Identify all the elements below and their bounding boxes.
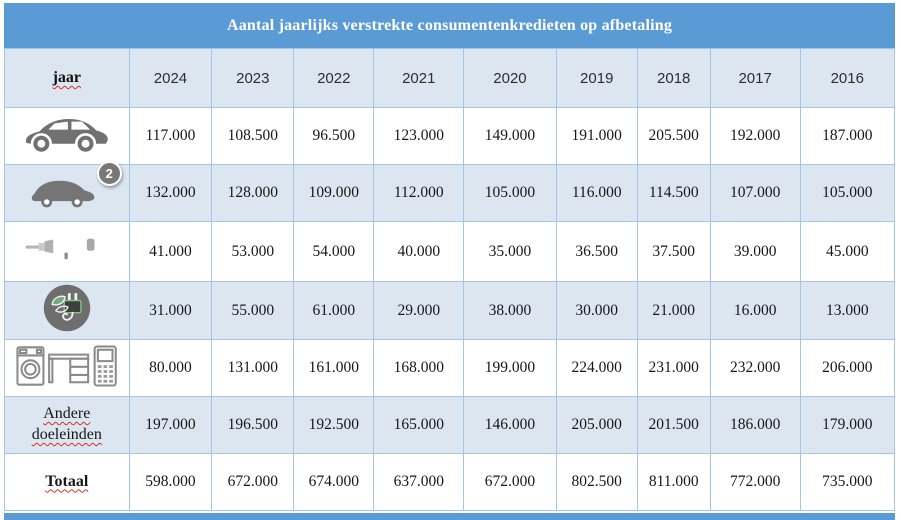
value-cell: 205.500 <box>637 108 710 165</box>
value-cell: 21.000 <box>637 282 710 340</box>
category-icon-wrap <box>24 222 110 276</box>
value-cell: 186.000 <box>710 397 800 454</box>
category-icon-wrap <box>41 282 93 334</box>
value-cell: 16.000 <box>710 282 800 340</box>
category-cell <box>5 340 130 397</box>
value-cell: 53.000 <box>212 222 294 282</box>
value-cell: 231.000 <box>637 340 710 397</box>
row-tweedehands-wagen <box>5 165 895 222</box>
category-label: Totaal <box>45 472 89 490</box>
value-cell: 224.000 <box>556 340 637 397</box>
year-column-header: 2019 <box>556 49 637 108</box>
used-car-icon <box>28 170 106 212</box>
value-cell: 192.000 <box>710 108 800 165</box>
credit-table <box>4 48 895 511</box>
value-cell: 802.500 <box>556 454 637 511</box>
value-cell: 128.000 <box>212 165 294 222</box>
value-cell: 131.000 <box>212 340 294 397</box>
value-cell: 112.000 <box>374 165 464 222</box>
value-cell: 187.000 <box>800 108 894 165</box>
value-cell: 672.000 <box>464 454 557 511</box>
new-car-icon <box>18 111 116 157</box>
value-cell: 35.000 <box>464 222 557 282</box>
year-header-label-cell <box>5 49 130 108</box>
value-cell: 232.000 <box>710 340 800 397</box>
value-cell: 37.500 <box>637 222 710 282</box>
row-huishoudtoestellen-meubelen <box>5 340 895 397</box>
year-column-header: 2017 <box>710 49 800 108</box>
value-cell: 29.000 <box>374 282 464 340</box>
value-cell: 55.000 <box>212 282 294 340</box>
value-cell: 192.500 <box>294 397 374 454</box>
year-column-header: 2023 <box>212 49 294 108</box>
table-title: Aantal jaarlijks verstrekte consumentenkredieten op afbetaling <box>226 16 673 34</box>
category-label: Andere doeleinden <box>31 405 102 443</box>
year-header-row <box>5 49 895 108</box>
value-cell: 105.000 <box>800 165 894 222</box>
value-cell: 179.000 <box>800 397 894 454</box>
value-cell: 117.000 <box>129 108 212 165</box>
value-cell: 30.000 <box>556 282 637 340</box>
row-andere-doeleinden <box>5 397 895 454</box>
value-cell: 201.500 <box>637 397 710 454</box>
value-cell: 206.000 <box>800 340 894 397</box>
value-cell: 598.000 <box>129 454 212 511</box>
value-cell: 672.000 <box>212 454 294 511</box>
value-cell: 132.000 <box>129 165 212 222</box>
value-cell: 123.000 <box>374 108 464 165</box>
value-cell: 107.000 <box>710 165 800 222</box>
value-cell: 197.000 <box>129 397 212 454</box>
table-title-bar <box>4 3 895 48</box>
value-cell: 41.000 <box>129 222 212 282</box>
value-cell: 637.000 <box>374 454 464 511</box>
year-column-header: 2020 <box>464 49 557 108</box>
value-cell: 196.500 <box>212 397 294 454</box>
value-cell: 54.000 <box>294 222 374 282</box>
value-cell: 205.000 <box>556 397 637 454</box>
value-cell: 772.000 <box>710 454 800 511</box>
value-cell: 45.000 <box>800 222 894 282</box>
value-cell: 39.000 <box>710 222 800 282</box>
category-cell <box>5 165 130 222</box>
value-cell: 96.500 <box>294 108 374 165</box>
year-header-label: jaar <box>52 69 82 86</box>
year-column-header: 2024 <box>129 49 212 108</box>
category-icon-wrap <box>18 111 116 157</box>
category-cell <box>5 222 130 282</box>
value-cell: 80.000 <box>129 340 212 397</box>
row-energie <box>5 282 895 340</box>
value-cell: 105.000 <box>464 165 557 222</box>
category-cell <box>5 282 130 340</box>
appliances-furniture-phone-icon <box>15 344 119 388</box>
value-cell: 108.500 <box>212 108 294 165</box>
drill-icon <box>24 222 110 276</box>
year-column-header: 2018 <box>637 49 710 108</box>
value-cell: 40.000 <box>374 222 464 282</box>
category-icon-wrap <box>15 344 119 388</box>
value-cell: 61.000 <box>294 282 374 340</box>
value-cell: 811.000 <box>637 454 710 511</box>
category-cell <box>5 397 130 454</box>
value-cell: 109.000 <box>294 165 374 222</box>
value-cell: 31.000 <box>129 282 212 340</box>
value-cell: 735.000 <box>800 454 894 511</box>
category-cell <box>5 108 130 165</box>
value-cell: 191.000 <box>556 108 637 165</box>
value-cell: 199.000 <box>464 340 557 397</box>
year-column-header: 2016 <box>800 49 894 108</box>
value-cell: 13.000 <box>800 282 894 340</box>
value-cell: 38.000 <box>464 282 557 340</box>
category-icon-wrap <box>28 165 113 212</box>
row-totaal <box>5 454 895 511</box>
value-cell: 114.500 <box>637 165 710 222</box>
value-cell: 674.000 <box>294 454 374 511</box>
value-cell: 36.500 <box>556 222 637 282</box>
year-column-header: 2021 <box>374 49 464 108</box>
year-column-header: 2022 <box>294 49 374 108</box>
value-cell: 116.000 <box>556 165 637 222</box>
eco-plug-icon <box>41 282 93 334</box>
value-cell: 149.000 <box>464 108 557 165</box>
value-cell: 168.000 <box>374 340 464 397</box>
row-doe-het-zelf <box>5 222 895 282</box>
value-cell: 146.000 <box>464 397 557 454</box>
secondhand-badge: 2 <box>97 161 122 186</box>
value-cell: 165.000 <box>374 397 464 454</box>
row-nieuwe-wagen <box>5 108 895 165</box>
category-cell <box>5 454 130 511</box>
value-cell: 161.000 <box>294 340 374 397</box>
